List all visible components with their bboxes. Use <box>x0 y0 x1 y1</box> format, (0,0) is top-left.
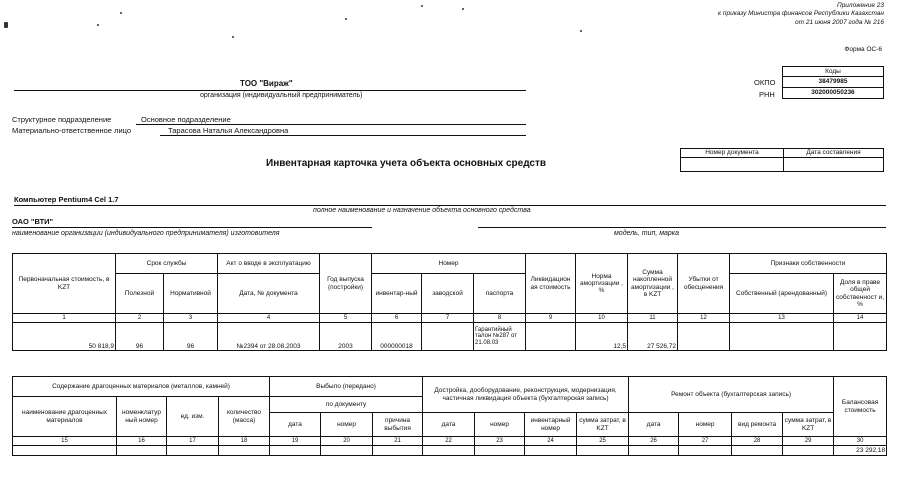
col-share-header: Доля в праве общей собственност и, % <box>834 274 887 314</box>
organization-underline <box>14 90 526 91</box>
col-initial-cost-header: Первоначальная стоимость, в KZT <box>13 254 116 314</box>
col-num: 18 <box>219 437 270 446</box>
scan-speck <box>421 5 423 7</box>
col-num: 16 <box>117 437 167 446</box>
completion-header: Достройка, дооборудование, реконструкция, модернизация, частичная ликвидация объекта (бухгалтерская запись) <box>423 377 629 413</box>
inventory-number-value: 000000018 <box>372 323 422 351</box>
document-number-value <box>681 158 784 172</box>
document-date-value <box>784 158 884 172</box>
secondary-table <box>12 376 887 456</box>
responsible-value: Тарасова Наталья Александровна <box>168 126 289 135</box>
own-value <box>730 323 834 351</box>
responsible-label: Материально-ответственное лицо <box>12 126 132 135</box>
okpo-label: ОКПО <box>754 78 776 87</box>
col-num: 21 <box>373 437 423 446</box>
precious-header: Содержание драгоценных материалов (металлов, камней) <box>13 377 270 397</box>
col-num: 11 <box>628 314 678 323</box>
retired-header: Выбыло (передано) <box>270 377 423 397</box>
act-value: №2394 от 28.08.2003 <box>218 323 320 351</box>
table-row <box>13 446 887 456</box>
col-num: 8 <box>474 314 526 323</box>
completion-sum-header: сумма затрат, в KZT <box>577 413 629 437</box>
balance-value: 23 292,18 <box>834 446 887 456</box>
appendix-line-1: Приложение 23 <box>836 2 884 9</box>
useful-life-value: 96 <box>116 323 164 351</box>
col-losses-header: Убытки от обесценения <box>678 254 730 314</box>
scan-speck <box>232 36 234 38</box>
precious-qty-header: количество (масса) <box>219 397 270 437</box>
passport-value: Гарантийный талон №287 от 21.08.03 <box>474 323 526 351</box>
retired-number-header: номер <box>321 413 373 437</box>
document-number-table <box>680 148 884 172</box>
scan-speck <box>4 22 8 28</box>
col-factory-header: заводской <box>422 274 474 314</box>
col-num: 13 <box>730 314 834 323</box>
normative-life-value: 96 <box>164 323 218 351</box>
col-service-life-header: Срок службы <box>116 254 218 274</box>
precious-name-header: наименование драгоценных материалов <box>13 397 117 437</box>
col-num: 19 <box>270 437 321 446</box>
okpo-value: 38479985 <box>783 77 884 88</box>
department-label: Структурное подразделение <box>12 115 112 124</box>
col-num: 24 <box>525 437 577 446</box>
department-value: Основное подразделение <box>141 115 231 124</box>
scan-speck <box>97 24 99 26</box>
department-underline <box>136 124 526 125</box>
retired-reason-header: причина выбытия <box>373 413 423 437</box>
completion-number-header: номер <box>475 413 525 437</box>
scan-speck <box>120 12 122 14</box>
by-document-header: по документу <box>270 397 423 413</box>
repair-sum-header: сумма затрат, в KZT <box>783 413 834 437</box>
manufacturer-name: ОАО "ВТИ" <box>12 217 54 226</box>
repair-date-header: дата <box>629 413 679 437</box>
col-num: 26 <box>629 437 679 446</box>
col-num: 17 <box>167 437 219 446</box>
completion-inventory-header: инвентарный номер <box>525 413 577 437</box>
codes-table <box>782 66 884 99</box>
col-number-header: Номер <box>372 254 526 274</box>
col-num: 20 <box>321 437 373 446</box>
manufacturer-underline <box>12 227 372 228</box>
liquidation-value <box>526 323 576 351</box>
col-num: 6 <box>372 314 422 323</box>
model-underline <box>478 227 886 228</box>
repair-kind-header: вид ремонта <box>732 413 783 437</box>
col-num: 15 <box>13 437 117 446</box>
scan-speck <box>462 8 464 10</box>
col-num: 12 <box>678 314 730 323</box>
col-accum-header: Сумма накопленной амортизации , в KZT <box>628 254 678 314</box>
col-num: 7 <box>422 314 474 323</box>
col-passport-header: паспорта <box>474 274 526 314</box>
col-num: 28 <box>732 437 783 446</box>
col-useful-header: Полезной <box>116 274 164 314</box>
column-numbers-row <box>13 437 887 446</box>
precious-nom-header: номенклатур ный номер <box>117 397 167 437</box>
col-normative-header: Нормативной <box>164 274 218 314</box>
col-num: 29 <box>783 437 834 446</box>
table-row <box>13 323 887 351</box>
col-num: 14 <box>834 314 887 323</box>
asset-name-caption: полное наименование и назначение объекта основного средства <box>313 207 531 214</box>
col-ownership-header: Признаки собственности <box>730 254 887 274</box>
col-num: 27 <box>679 437 732 446</box>
document-number-header: Номер документа <box>681 149 784 158</box>
accum-value: 27 526,72 <box>628 323 678 351</box>
col-num: 30 <box>834 437 887 446</box>
organization-name: ТОО "Вираж" <box>240 79 293 88</box>
appendix-line-2: к приказу Министра финансов Республики Казахстан <box>718 10 884 18</box>
col-year-header: Год выпуска (постройки) <box>320 254 372 314</box>
col-act-header: Акт о вводе в эксплуатацию <box>218 254 320 274</box>
norm-value: 12,5 <box>576 323 628 351</box>
repair-number-header: номер <box>679 413 732 437</box>
asset-name: Компьютер Pentium4 Cel 1.7 <box>14 195 119 204</box>
col-inventory-header: инвентар-ный <box>372 274 422 314</box>
organization-caption: организация (индивидуальный предприниматель) <box>200 92 363 99</box>
main-asset-table <box>12 253 887 351</box>
completion-date-header: дата <box>423 413 475 437</box>
scan-speck <box>580 30 582 32</box>
col-num: 23 <box>475 437 525 446</box>
page-title: Инвентарная карточка учета объекта основных средств <box>266 158 547 169</box>
rnn-value: 302000050236 <box>783 88 884 99</box>
codes-header: Коды <box>783 67 884 77</box>
col-num: 3 <box>164 314 218 323</box>
col-num: 2 <box>116 314 164 323</box>
responsible-underline <box>160 135 526 136</box>
col-num: 1 <box>13 314 116 323</box>
document-date-header: Дата составления <box>784 149 884 158</box>
balance-header: Балансовая стоимость <box>834 377 887 437</box>
initial-cost-value: 50 818,9 <box>13 323 116 351</box>
col-num: 4 <box>218 314 320 323</box>
factory-number-value <box>422 323 474 351</box>
col-liquidation-header: Ликвидацион ая стоимость <box>526 254 576 314</box>
column-numbers-row <box>13 314 887 323</box>
col-num: 10 <box>576 314 628 323</box>
losses-value <box>678 323 730 351</box>
retired-date-header: дата <box>270 413 321 437</box>
col-act-sub-header: Дата, № документа <box>218 274 320 314</box>
col-num: 22 <box>423 437 475 446</box>
col-num: 25 <box>577 437 629 446</box>
appendix-note <box>718 2 884 27</box>
col-num: 5 <box>320 314 372 323</box>
repair-header: Ремонт объекта (бухгалтерская запись) <box>629 377 834 413</box>
precious-unit-header: ед. изм. <box>167 397 219 437</box>
share-value <box>834 323 887 351</box>
model-caption: модель, тип, марка <box>614 230 679 237</box>
year-value: 2003 <box>320 323 372 351</box>
col-num: 9 <box>526 314 576 323</box>
col-own-header: Собственный (арендованный) <box>730 274 834 314</box>
form-label: Форма ОС-6 <box>844 46 882 53</box>
rnn-label: РНН <box>759 90 775 99</box>
manufacturer-caption: наименование организации (индивидуального предпринимателя) изготовителя <box>12 230 280 237</box>
col-norm-header: Норма амортизации , % <box>576 254 628 314</box>
asset-name-underline <box>14 205 886 206</box>
scan-speck <box>345 18 347 20</box>
appendix-line-3: от 21 июня 2007 года № 216 <box>795 18 884 26</box>
